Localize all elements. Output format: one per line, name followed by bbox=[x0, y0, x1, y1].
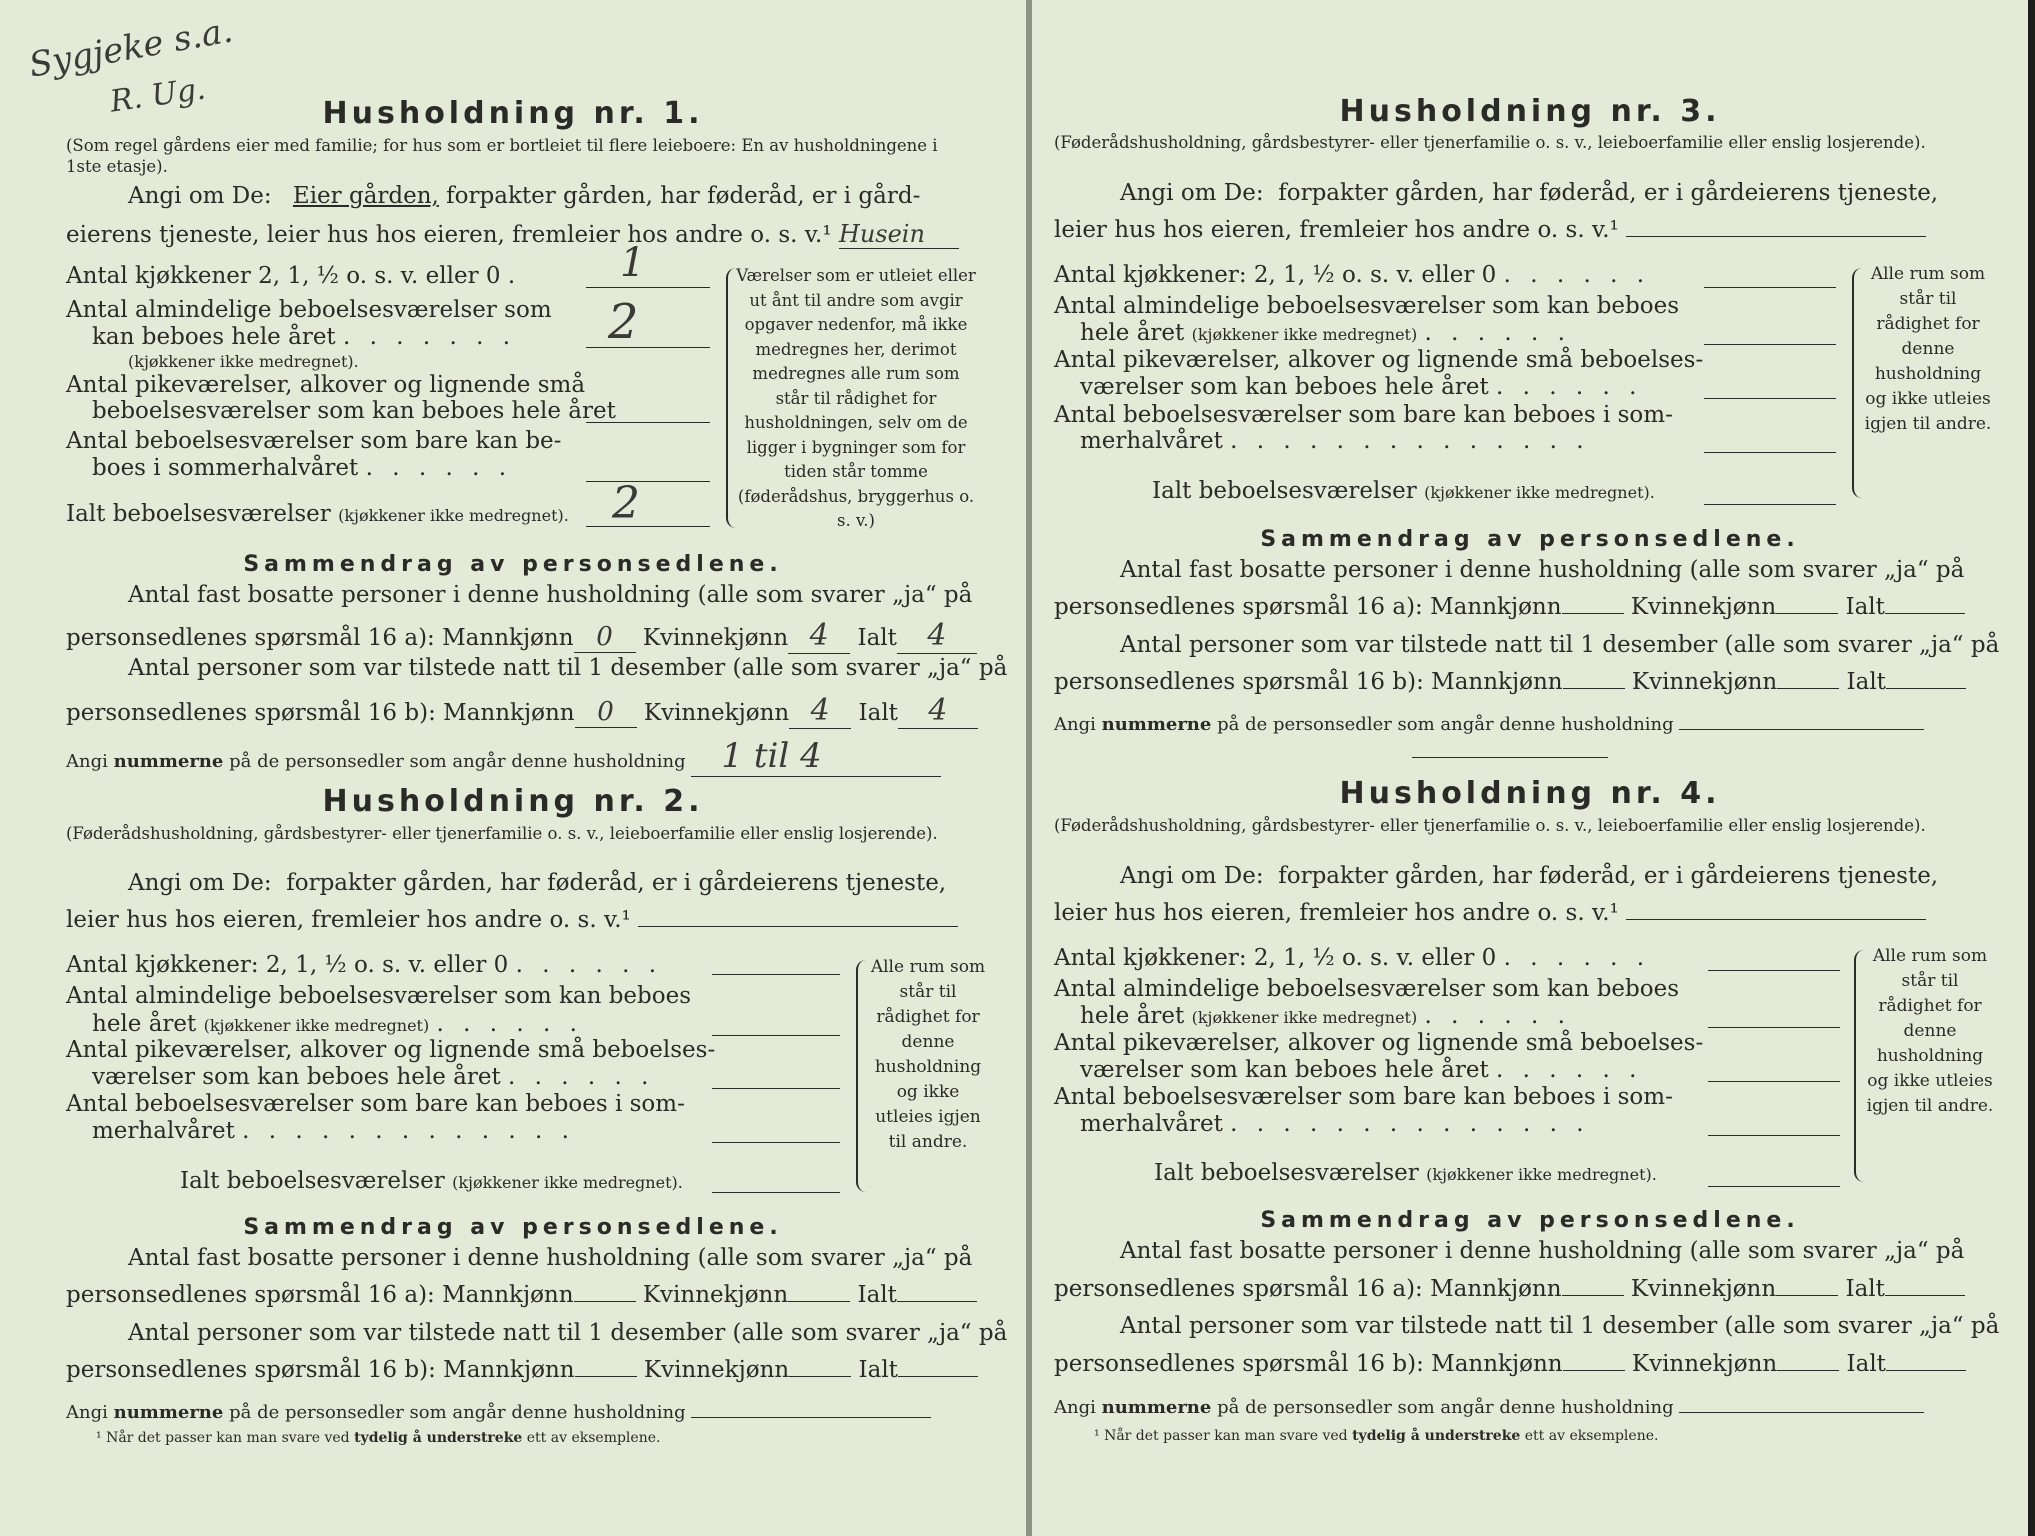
h3-sommer-a: Antal beboelsesværelser som bare kan beboes i som- bbox=[1054, 402, 1673, 428]
h4-alm-b: hele året (kjøkkener ikke medregnet) . . . . . . bbox=[1080, 1003, 1571, 1029]
handwritten-value: Husein bbox=[838, 220, 925, 248]
h2-alm-a: Antal almindelige beboelsesværelser som kan beboes bbox=[66, 983, 692, 1009]
h3-pike-a: Antal pikeværelser, alkover og lignende små beboelses- bbox=[1054, 347, 1704, 373]
household-1-title: Husholdning nr. 1. bbox=[322, 96, 704, 131]
h3-tilstede-b: personsedlenes spørsmål 16 b): Mannkjønn Kvinnekjønn Ialt bbox=[1054, 669, 1966, 695]
h2-ialt-beboelse: Ialt beboelsesværelser (kjøkkener ikke medregnet). bbox=[180, 1168, 683, 1194]
h3-fast-b: personsedlenes spørsmål 16 a): Mannkjønn Kvinnekjønn Ialt bbox=[1054, 594, 1965, 620]
h4-kjokkener: Antal kjøkkener: 2, 1, ½ o. s. v. eller 0 . . . . . . bbox=[1054, 945, 1651, 971]
h1-alm-a: Antal almindelige beboelsesværelser som bbox=[66, 297, 552, 323]
h4-tilstede-b: personsedlenes spørsmål 16 b): Mannkjønn Kvinnekjønn Ialt bbox=[1054, 1351, 1966, 1377]
household-4-title: Husholdning nr. 4. bbox=[1339, 776, 1721, 811]
household-1-note: (Som regel gårdens eier med familie; for hus som er bortleiet til flere leieboere: En av husholdningene i 1ste etasje). bbox=[66, 136, 938, 176]
h3-fast-a: Antal fast bosatte personer i denne husholdning (alle som svarer „ja“ på bbox=[1120, 557, 1965, 583]
h4-ialt-beboelse: Ialt beboelsesværelser (kjøkkener ikke medregnet). bbox=[1154, 1160, 1657, 1186]
h1-tilstede-b: personsedlenes spørsmål 16 b): Mannkjønn 0 Kvinnekjønn 4 Ialt 4 bbox=[66, 693, 978, 729]
h1-sammendrag: Sammendrag av personsedlene. bbox=[243, 552, 783, 577]
h2-alm-b: hele året (kjøkkener ikke medregnet) . . . . . . bbox=[92, 1011, 583, 1037]
h4-sommer-b: merhalvåret . . . . . . . . . . . . . . bbox=[1080, 1111, 1590, 1137]
household-1-status-line-2: eierens tjeneste, leier hus hos eieren, fremleier hos andre o. s. v.¹ Husein bbox=[66, 220, 959, 249]
h1-nummerne: Angi nummerne på de personsedler som angår denne husholdning 1 til 4 bbox=[66, 736, 941, 777]
h4-tilstede-a: Antal personer som var tilstede natt til 1 desember (alle som svarer „ja“ på bbox=[1120, 1313, 2000, 1339]
h1-alm-b: kan beboes hele året . . . . . . . bbox=[92, 324, 517, 350]
h1-fast-b: personsedlenes spørsmål 16 a): Mannkjønn 0 Kvinnekjønn 4 Ialt 4 bbox=[66, 618, 977, 654]
h3-brace-note: Alle rum som står til rådighet for denne husholdning og ikke utleies igjen til andre. bbox=[1864, 264, 1992, 434]
h1-fast-a: Antal fast bosatte personer i denne husholdning (alle som svarer „ja“ på bbox=[128, 582, 973, 608]
right-page bbox=[1032, 0, 2028, 1536]
h3-kjokkener: Antal kjøkkener: 2, 1, ½ o. s. v. eller 0 . . . . . . bbox=[1054, 262, 1651, 288]
h3-alm-b: hele året (kjøkkener ikke medregnet) . . . . . . bbox=[1080, 320, 1571, 346]
handwritten-value: 2 bbox=[612, 478, 640, 529]
h2-pike-a: Antal pikeværelser, alkover og lignende små beboelses- bbox=[66, 1037, 716, 1063]
h4-fast-b: personsedlenes spørsmål 16 a): Mannkjønn Kvinnekjønn Ialt bbox=[1054, 1276, 1965, 1302]
h2-sommer-a: Antal beboelsesværelser som bare kan beboes i som- bbox=[66, 1091, 685, 1117]
h1-tilstede-a: Antal personer som var tilstede natt til 1 desember (alle som svarer „ja“ på bbox=[128, 655, 1008, 681]
eier-option-underlined: Eier gården, bbox=[292, 183, 439, 209]
h4-pike-a: Antal pikeværelser, alkover og lignende små beboelses- bbox=[1054, 1030, 1704, 1056]
h4-sammendrag: Sammendrag av personsedlene. bbox=[1260, 1208, 1800, 1233]
h3-alm-a: Antal almindelige beboelsesværelser som kan beboes bbox=[1054, 293, 1680, 319]
h1-brace-note: Værelser som er utleiet eller ut ånt til andre som avgir opgaver nedenfor, må ikke medregnes her, derimot medregnes alle rum som står til rådighet for husholdningen, selv om de ligger i bygninger som for tiden står tomme (føderådshus, bryggerhus o. s. v.) bbox=[736, 266, 976, 530]
h4-status-line-2: leier hus hos eieren, fremleier hos andre o. s. v.¹ bbox=[1054, 900, 1926, 926]
handwritten-value: 1 bbox=[620, 240, 646, 286]
h1-ialt-beboelse: Ialt beboelsesværelser (kjøkkener ikke medregnet). bbox=[66, 501, 569, 527]
h2-status-line: Angi om De: forpakter gården, har føderåd, er i gårdeierens tjeneste, bbox=[128, 870, 947, 896]
h2-status-line-2: leier hus hos eieren, fremleier hos andre o. s. v.¹ bbox=[66, 907, 958, 933]
h2-nummerne: Angi nummerne på de personsedler som angår denne husholdning bbox=[66, 1402, 931, 1423]
h3-pike-b: værelser som kan beboes hele året . . . . . . bbox=[1080, 374, 1643, 400]
h3-sommer-b: merhalvåret . . . . . . . . . . . . . . bbox=[1080, 428, 1590, 454]
h2-tilstede-a: Antal personer som var tilstede natt til 1 desember (alle som svarer „ja“ på bbox=[128, 1320, 1008, 1346]
h4-sommer-a: Antal beboelsesværelser som bare kan beboes i som- bbox=[1054, 1084, 1673, 1110]
household-1-status-line: Angi om De: Eier gården, forpakter gården, har føderåd, er i gård- bbox=[128, 183, 921, 209]
footnote: ¹ Når det passer kan man svare ved tydelig å understreke ett av eksemplene. bbox=[1094, 1428, 1659, 1444]
separator bbox=[1412, 757, 1608, 758]
household-4-note: (Føderådshusholdning, gårdsbestyrer- eller tjenerfamilie o. s. v., leieboerfamilie eller enslig losjerende). bbox=[1054, 816, 1926, 835]
handwritten-annotation: R. Ug. bbox=[108, 71, 208, 120]
h1-sommer-a: Antal beboelsesværelser som bare kan be- bbox=[66, 428, 562, 454]
h3-tilstede-a: Antal personer som var tilstede natt til 1 desember (alle som svarer „ja“ på bbox=[1120, 632, 2000, 658]
h3-status-line: Angi om De: forpakter gården, har føderåd, er i gårdeierens tjeneste, bbox=[1120, 180, 1939, 206]
h1-pike-b: beboelsesværelser som kan beboes hele året bbox=[92, 398, 616, 424]
h1-sommer-b: boes i sommerhalvåret . . . . . . bbox=[92, 455, 513, 481]
h1-kjokkener: Antal kjøkkener 2, 1, ½ o. s. v. eller 0 . bbox=[66, 263, 522, 289]
h3-nummerne: Angi nummerne på de personsedler som angår denne husholdning bbox=[1054, 714, 1924, 735]
household-3-note: (Føderådshusholdning, gårdsbestyrer- eller tjenerfamilie o. s. v., leieboerfamilie eller enslig losjerende). bbox=[1054, 133, 1926, 152]
h2-pike-b: værelser som kan beboes hele året . . . . . . bbox=[92, 1064, 655, 1090]
h2-sommer-b: merhalvåret . . . . . . . . . . . . . bbox=[92, 1118, 575, 1144]
h4-brace-note: Alle rum som står til rådighet for denne husholdning og ikke utleies igjen til andre. bbox=[1866, 946, 1994, 1116]
h2-kjokkener: Antal kjøkkener: 2, 1, ½ o. s. v. eller 0 . . . . . . bbox=[66, 952, 663, 978]
h2-tilstede-b: personsedlenes spørsmål 16 b): Mannkjønn Kvinnekjønn Ialt bbox=[66, 1357, 978, 1383]
h4-alm-a: Antal almindelige beboelsesværelser som kan beboes bbox=[1054, 976, 1680, 1002]
household-3-title: Husholdning nr. 3. bbox=[1339, 94, 1721, 129]
household-2-note: (Føderådshusholdning, gårdsbestyrer- eller tjenerfamilie o. s. v., leieboerfamilie eller enslig losjerende). bbox=[66, 824, 938, 843]
h2-sammendrag: Sammendrag av personsedlene. bbox=[243, 1215, 783, 1240]
h2-brace-note: Alle rum som står til rådighet for denne husholdning og ikke utleies igjen til andre. bbox=[870, 957, 986, 1152]
h3-ialt-beboelse: Ialt beboelsesværelser (kjøkkener ikke medregnet). bbox=[1152, 478, 1655, 504]
household-2-title: Husholdning nr. 2. bbox=[322, 784, 704, 819]
h4-pike-b: værelser som kan beboes hele året . . . . . . bbox=[1080, 1057, 1643, 1083]
h4-status-line: Angi om De: forpakter gården, har føderåd, er i gårdeierens tjeneste, bbox=[1120, 863, 1939, 889]
h3-status-line-2: leier hus hos eieren, fremleier hos andre o. s. v.¹ bbox=[1054, 217, 1926, 243]
handwritten-value: 2 bbox=[608, 294, 639, 350]
h3-sammendrag: Sammendrag av personsedlene. bbox=[1260, 527, 1800, 552]
h4-nummerne: Angi nummerne på de personsedler som angår denne husholdning bbox=[1054, 1397, 1924, 1418]
handwritten-annotation: Sygjeke s.a. bbox=[26, 10, 236, 86]
footnote: ¹ Når det passer kan man svare ved tydelig å understreke ett av eksemplene. bbox=[96, 1430, 661, 1446]
h2-fast-a: Antal fast bosatte personer i denne husholdning (alle som svarer „ja“ på bbox=[128, 1245, 973, 1271]
h1-alm-note: (kjøkkener ikke medregnet). bbox=[128, 352, 359, 371]
h1-pike-a: Antal pikeværelser, alkover og lignende små bbox=[66, 372, 586, 398]
h2-fast-b: personsedlenes spørsmål 16 a): Mannkjønn Kvinnekjønn Ialt bbox=[66, 1282, 977, 1308]
h4-fast-a: Antal fast bosatte personer i denne husholdning (alle som svarer „ja“ på bbox=[1120, 1238, 1965, 1264]
